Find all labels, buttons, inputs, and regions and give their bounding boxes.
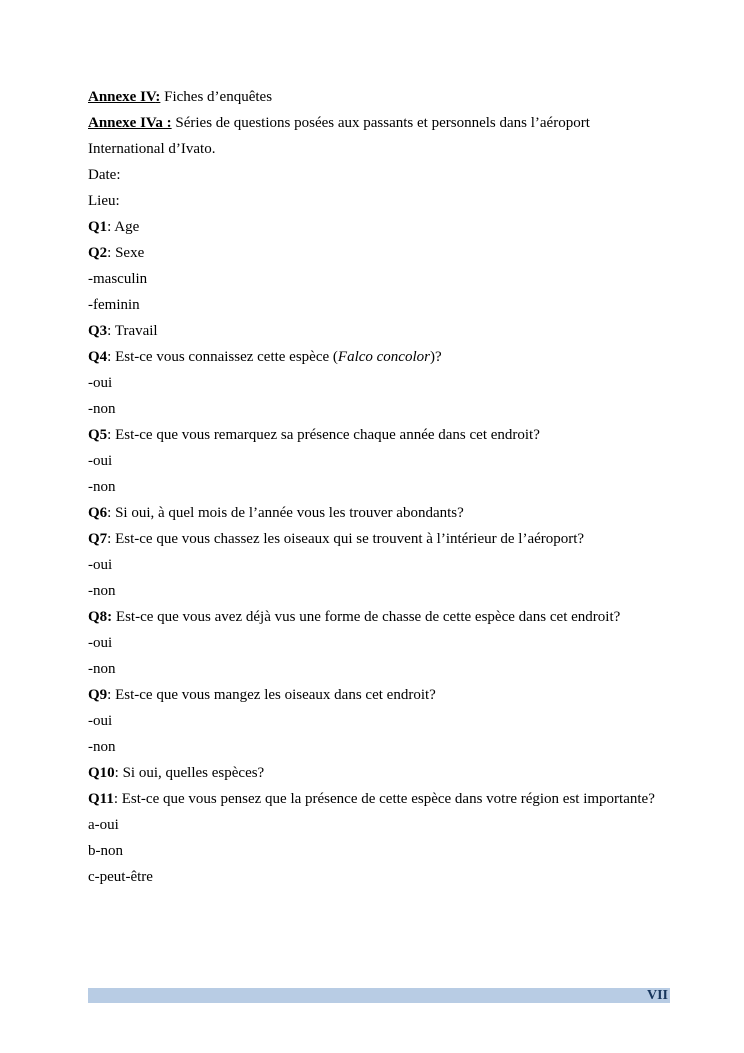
question-q7 [88,526,678,552]
answer-option: -non [88,479,116,495]
question-q11 [88,786,678,812]
question-q2-text: : Sexe [107,245,145,261]
answer-option: -masculin [88,271,148,287]
question-q8-text: Est-ce que vous avez déjà vus une forme de chasse de cette espèce dans cet endroit? [112,609,621,625]
question-q1 [88,214,678,240]
document-body [88,84,678,890]
annexe-heading-label: Annexe IV [88,89,156,105]
question-q3-id: Q3 [88,323,108,339]
annexe-subheading-label: Annexe IVa : [88,115,172,131]
question-q4-text-after: )? [429,349,442,365]
question-q5 [88,422,678,448]
answer-option: -oui [88,713,113,729]
question-q8 [88,604,678,630]
answer-option: a-oui [88,817,119,833]
question-q10-text: : Si oui, quelles espèces? [114,765,265,781]
question-q9 [88,682,678,708]
question-q9-id: Q9 [88,687,108,703]
question-q6-id: Q6 [88,505,108,521]
annexe-subheading-text: Séries de questions posées aux passants et personnels dans l’aéroport [171,115,590,131]
question-q1-id: Q1 [88,219,108,235]
annexe-heading-colon: : [155,89,161,105]
question-q4 [88,344,678,370]
answer-option: -oui [88,375,113,391]
answer-option: c-peut-être [88,869,153,885]
question-q5-text: : Est-ce que vous remarquez sa présence chaque année dans cet endroit? [107,427,540,443]
question-q2-id: Q2 [88,245,108,261]
species-name: Falco concolor [337,349,430,365]
annexe-heading [88,84,678,110]
answer-option: -non [88,661,116,677]
annexe-subheading [88,110,678,136]
question-q11-text: : Est-ce que vous pensez que la présence de cette espèce dans votre région est importante? [113,791,655,807]
answer-option: -non [88,401,116,417]
answer-option: -oui [88,635,113,651]
date-field-label: Date: [88,167,121,183]
question-q6 [88,500,678,526]
answer-option: -non [88,583,116,599]
question-q4-id: Q4 [88,349,108,365]
page-number: VII [646,988,668,1003]
question-q5-id: Q5 [88,427,108,443]
question-q4-text: : Est-ce vous connaissez cette espèce ( [107,349,338,365]
question-q2 [88,240,678,266]
answer-option: -oui [88,557,113,573]
question-q1-text: : Age [107,219,140,235]
answer-option: -non [88,739,116,755]
question-q8-id: Q8: [88,609,113,625]
question-q9-text: : Est-ce que vous mangez les oiseaux dans cet endroit? [107,687,436,703]
question-q11-id: Q11 [88,791,114,807]
question-q10-id: Q10 [88,765,115,781]
question-q3 [88,318,678,344]
question-q7-text: : Est-ce que vous chassez les oiseaux qui se trouvent à l’intérieur de l’aéroport? [107,531,585,547]
annexe-heading-text: Fiches d’enquêtes [160,89,273,105]
question-q7-id: Q7 [88,531,108,547]
answer-option: -oui [88,453,113,469]
text-line: International d’Ivato. [88,141,216,157]
answer-option: b-non [88,843,123,859]
question-q10 [88,760,678,786]
question-q3-text: : Travail [107,323,158,339]
footer-bar [88,988,670,1003]
question-q6-text: : Si oui, à quel mois de l’année vous les trouver abondants? [107,505,464,521]
lieu-field-label: Lieu: [88,193,120,209]
answer-option: -feminin [88,297,140,313]
